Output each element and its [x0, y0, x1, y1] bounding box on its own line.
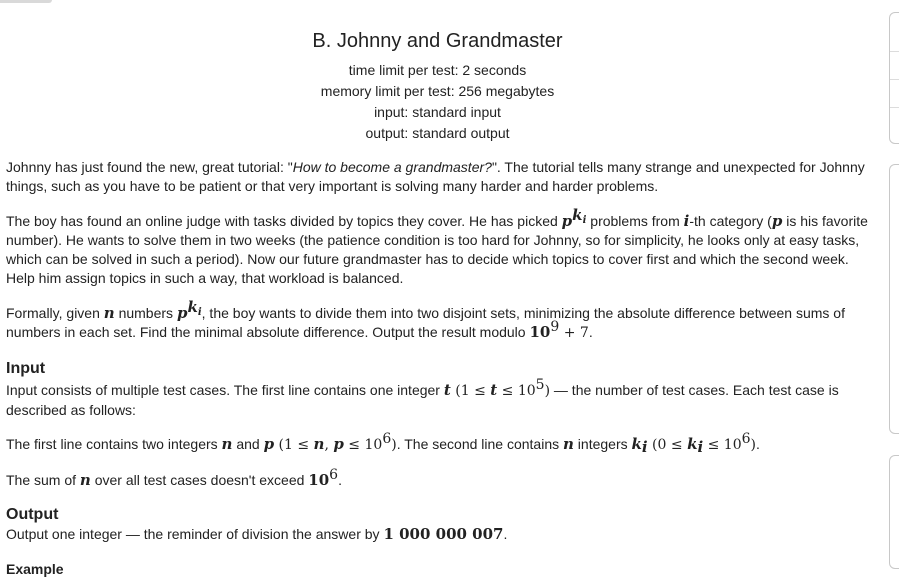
output-paragraph: Output one integer — the reminder of division the answer by 1 000 000 007. — [6, 525, 508, 543]
sidebar-box-1 — [889, 12, 899, 144]
input-paragraph-1: Input consists of multiple test cases. The first line contains one integer t $(1 \le t \le 10^5)$ — the number of test cases. Each test case is described as follows: — [6, 377, 839, 418]
legend-paragraph-1: Johnny has just found the new, great tutorial: "How to become a grandmaster?". The tutorial tells many strange and unexpected for Johnny things, such as you have to be patient or that very important is solving many harder and harder problems. — [6, 159, 865, 194]
output-heading: Output — [6, 506, 59, 523]
output-file: output: standard output — [365, 125, 510, 141]
legend-paragraph-3: Formally, given n numbers $p^{k_i}$, the boy wants to divide them into two disjoint sets, minimizing the absolute difference between sums of numbers in each set. Find the minimal absolute difference. Output the result modulo $10^9 + 7$. — [6, 298, 845, 341]
example-heading: Example — [6, 561, 64, 577]
sidebar-box-2 — [889, 164, 899, 434]
problem-title: B. Johnny and Grandmaster — [312, 30, 563, 52]
input-paragraph-3: The sum of n over all test cases doesn't exceed $10^6$. — [6, 467, 342, 489]
input-paragraph-2: The first line contains two integers n and p (1 ≤ n, $p \le 10^6$). The second line contains n integers $k_i$ $(0 \le k_i \le 10^6)$. — [6, 431, 760, 456]
time-limit: time limit per test: 2 seconds — [348, 62, 527, 78]
memory-limit: memory limit per test: 256 megabytes — [320, 83, 555, 99]
input-heading: Input — [6, 360, 46, 377]
top-tab — [0, 0, 52, 3]
input-file: input: standard input — [374, 104, 501, 120]
legend-paragraph-2: The boy has found an online judge with tasks divided by topics they cover. He has picked $p^{k_i}$ problems from i-th category (p is his favorite number). He wants to solve them in two weeks (the patience condition is too hard for Johnny, so for simplicity, he looks only at easy tasks, which can be solved in such a period). Now our future grandmaster has to decide which topics to cover first and which the second week. Help him assign topics in such a way, that workload is balanced. — [6, 206, 868, 286]
sidebar-box-3 — [889, 455, 899, 569]
